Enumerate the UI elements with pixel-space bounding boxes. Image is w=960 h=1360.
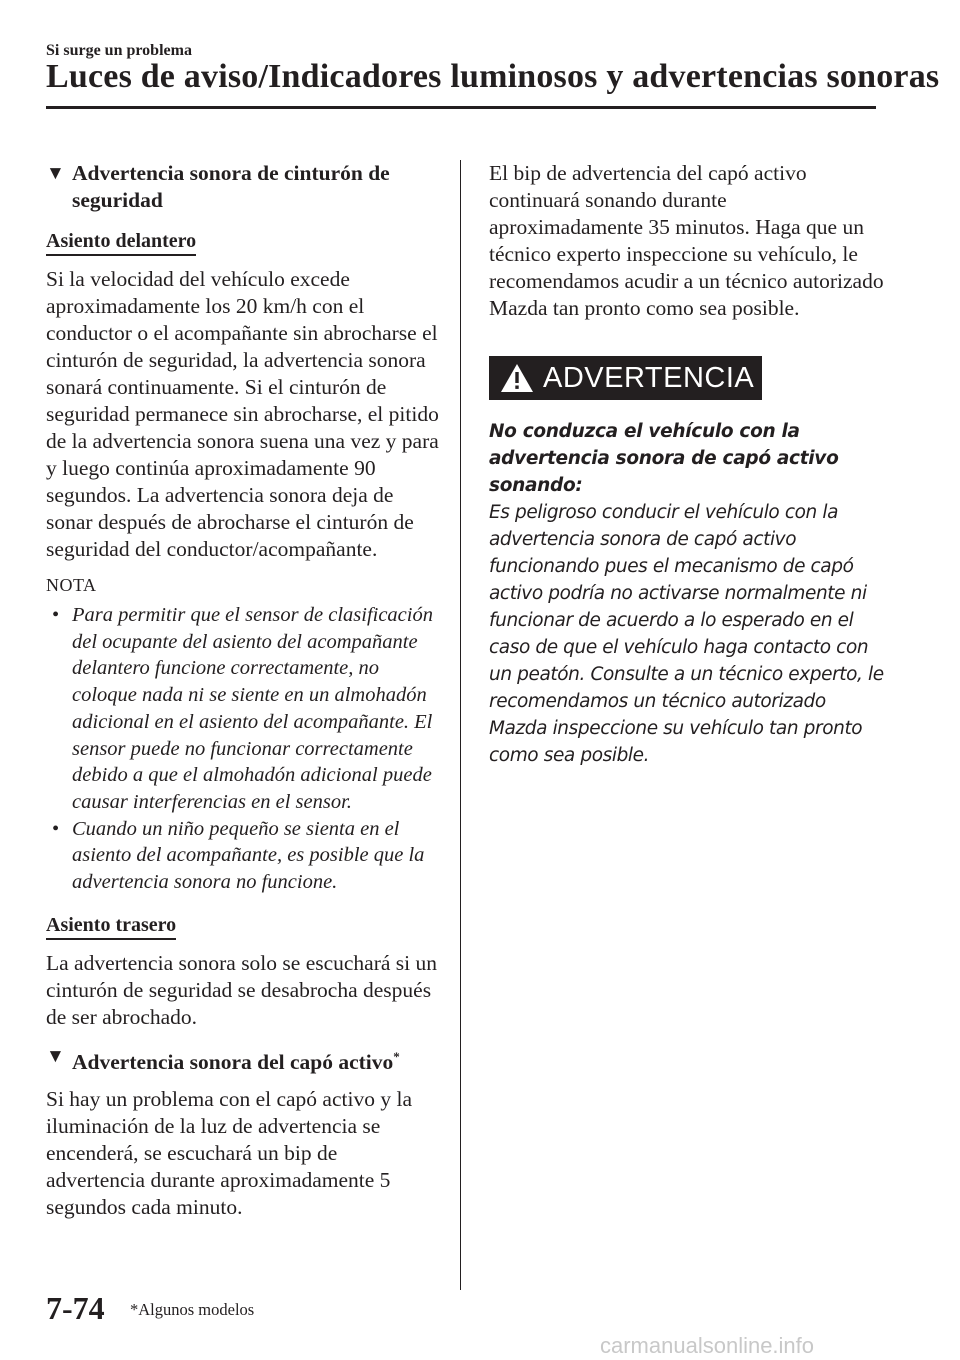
- page-title: Luces de aviso/Indicadores luminosos y advertencias sonoras: [46, 58, 940, 95]
- note-text: Para permitir que el sensor de clasificación del ocupante del asiento del acompañante delantero funcione correctamente, no coloque nada ni se siente en un almohadón adicional en el asiento del acompañante. El sensor puede no funcionar correctamente debido a que el almohadón adicional puede causar interferencias en el sensor.: [72, 604, 433, 813]
- paragraph-active-bonnet-continued: El bip de advertencia del capó activo continuará sonando durante aproximadamente 35 minutos. Haga que un técnico experto inspeccione su vehículo, le recomendamos acudir a un técnico autorizado Mazda tan pronto como sea posible.: [489, 161, 884, 320]
- triangle-down-icon: ▼: [46, 1045, 65, 1067]
- watermark: carmanualsonline.info: [600, 1333, 815, 1358]
- section-heading-active-bonnet: [46, 1043, 441, 1076]
- running-header: Si surge un problema: [46, 42, 192, 59]
- left-column: [46, 160, 441, 1233]
- section-heading-text: Advertencia sonora de cinturón de seguridad: [72, 161, 390, 212]
- note-label: NOTA: [46, 575, 97, 595]
- warning-title: No conduzca el vehículo con la advertencia sonora de capó activo sonando:: [489, 421, 839, 496]
- warning-body: Es peligroso conducir el vehículo con la advertencia sonora de capó activo funcionando pues el mecanismo de capó activo podría no activarse normalmente ni funcionar de acuerdo a lo esperado en el caso de que el vehículo haga contacto con un peatón. Consulte a un técnico experto, le recomendamos un técnico autorizado Mazda inspeccione su vehículo tan pronto como sea posible.: [489, 502, 884, 766]
- right-column: [489, 160, 884, 769]
- footnote: *Algunos modelos: [130, 1300, 255, 1319]
- note-list: [46, 602, 441, 896]
- paragraph-front-seat: Si la velocidad del vehículo excede aproximadamente los 20 km/h con el conductor o el acompañante sin abrocharse el cinturón de seguridad, la advertencia sonora sonará continuamente. Si el cinturón de seguridad permanece sin abrocharse, el pitido de la advertencia sonora suena una vez y para y luego continúa aproximadamente 90 segundos. La advertencia sonora deja de sonar después de abrocharse el cinturón de seguridad del conductor/acompañante.: [46, 267, 439, 561]
- footnote-mark: *: [393, 1048, 400, 1064]
- bullet-icon: •: [52, 817, 60, 840]
- note-item: [46, 816, 441, 896]
- warning-banner: [489, 356, 762, 400]
- subheading-rear-seat: Asiento trasero: [46, 912, 176, 940]
- header-rule: [46, 106, 876, 109]
- warning-label: ADVERTENCIA: [543, 361, 755, 394]
- column-divider: [460, 160, 461, 1290]
- paragraph-rear-seat: La advertencia sonora solo se escuchará si un cinturón de seguridad se desabrocha después de ser abrochado.: [46, 950, 438, 1029]
- section-heading-seatbelt: [46, 160, 441, 214]
- subheading-front-seat: Asiento delantero: [46, 228, 196, 256]
- bullet-icon: •: [52, 604, 60, 626]
- warning-triangle-icon: [499, 362, 535, 394]
- triangle-down-icon: ▼: [46, 163, 65, 184]
- paragraph-active-bonnet: Si hay un problema con el capó activo y la iluminación de la luz de advertencia se encenderá, se escuchará un bip de advertencia durante aproximadamente 5 segundos cada minuto.: [46, 1086, 412, 1219]
- page-number: 7-74: [46, 1290, 105, 1326]
- note-text: Cuando un niño pequeño se sienta en el asiento del acompañante, es posible que la advertencia sonora no funcione.: [72, 817, 425, 894]
- note-item: [46, 602, 441, 816]
- section-heading-text: Advertencia sonora del capó activo: [72, 1049, 394, 1074]
